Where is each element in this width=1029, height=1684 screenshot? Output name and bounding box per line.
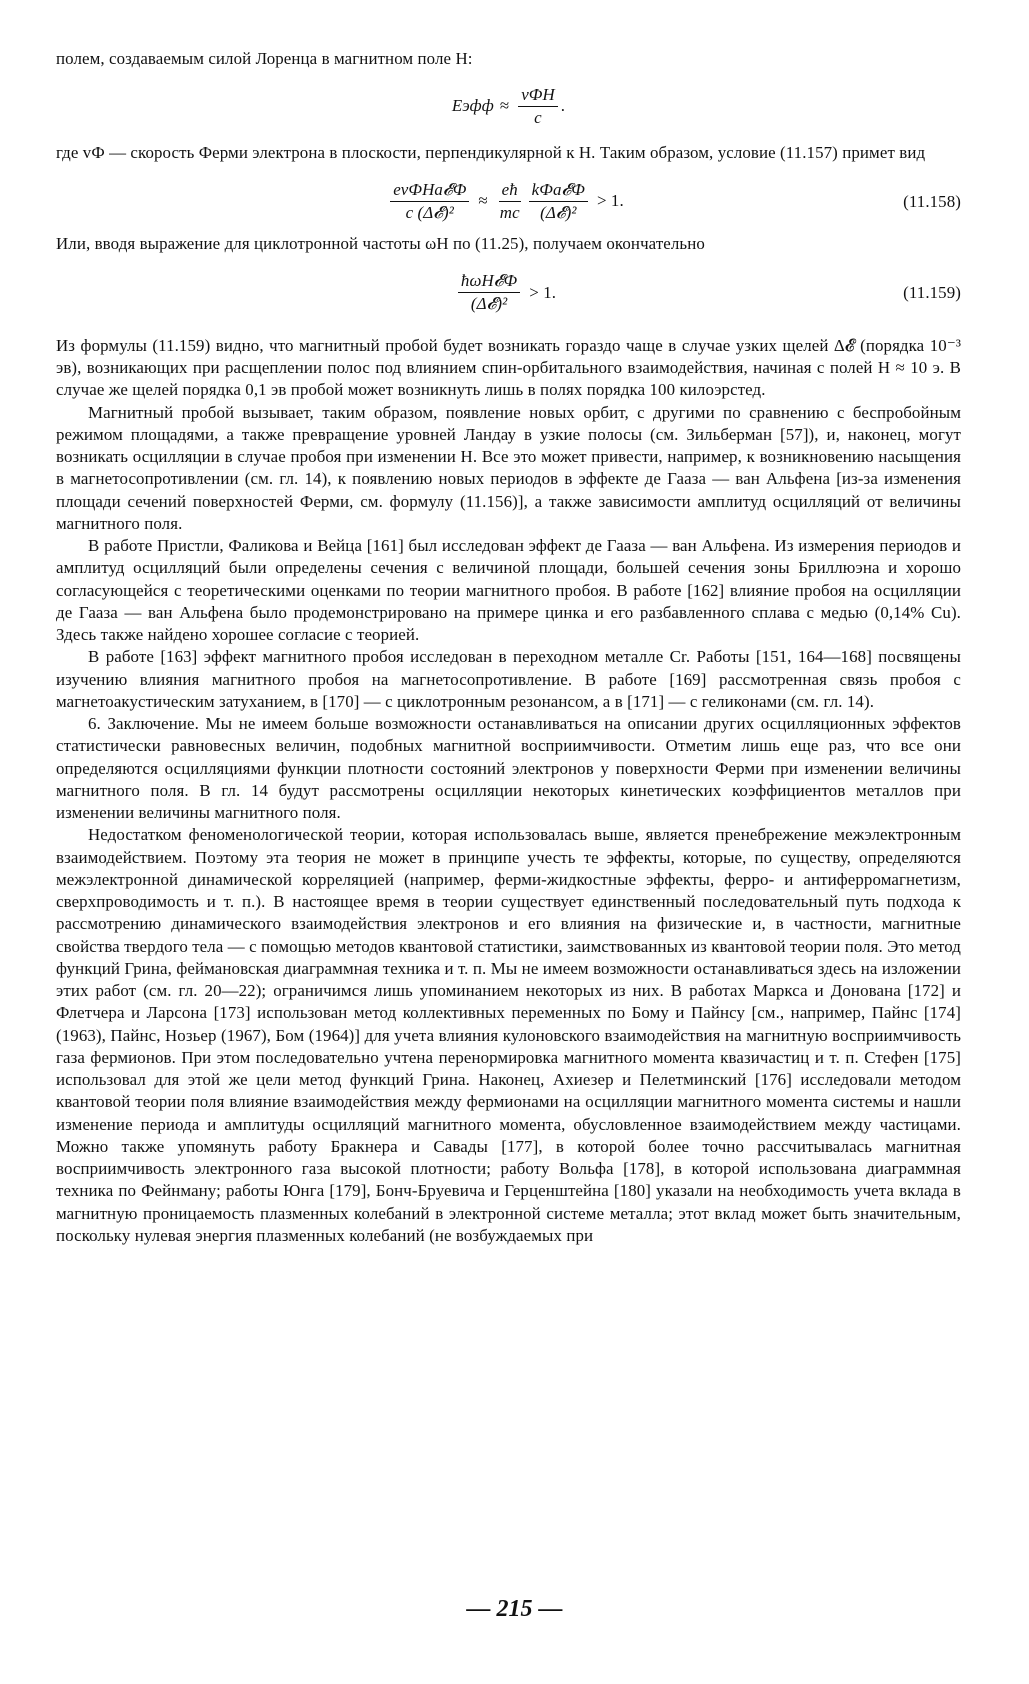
eq2-fraction-1 bbox=[390, 179, 469, 224]
eq3-denominator: (Δ𝓔)² bbox=[470, 294, 508, 314]
paragraph-conclusion: 6. Заключение. Мы не имеем больше возможности останавливаться на описании других осцилляционных эффектов статистически равновесных величин, подобных магнитной восприимчивости. Отметим лишь еще раз, что все они определяются осцилляциями функции плотности состояний электронов у поверхности Ферми при изменении величины магнитного поля. В гл. 14 будут рассмотрены осцилляции некоторых кинетических коэффициентов металлов при изменении величины магнитного поля. bbox=[56, 714, 961, 822]
eq2-fraction-3 bbox=[529, 179, 588, 224]
eq3-fraction bbox=[458, 270, 520, 315]
equation-number-11-159: (11.159) bbox=[903, 282, 961, 302]
equation-number-11-158: (11.158) bbox=[903, 191, 961, 211]
eq2-fraction-2 bbox=[497, 179, 523, 224]
paragraph-priestley: В работе Пристли, Фаликова и Вейца [161] был исследован эффект де Гааза — ван Альфена. Из измерения периодов и амплитуд осцилляций были определены сечения с величиной площади, большей сечения зоны Бриллюэна и хорошо согласующейся с теоретическими оценками по теории магнитного пробоя. В работе [162] влияние пробоя на осцилляции де Гааза — ван Альфена было продемонстрировано на примере цинка и его разбавленного сплава с медью (0,14% Cu). Здесь также найдено хорошее согласие с теорией. bbox=[56, 536, 961, 644]
eq2-numerator-1: evФHa𝓔Ф bbox=[390, 179, 469, 202]
paragraph-breakdown-gaps: Из формулы (11.159) видно, что магнитный пробой будет возникать гораздо чаще в случае узких щелей Δ𝓔 (порядка 10⁻³ эв), возникающих при расщеплении полос под влиянием спин-орбитального взаимодействия, начиная с полей H ≈ 10 э. В случае же щелей порядка 0,1 эв пробой может возникнуть лишь в полях порядка 100 килоэрстед. bbox=[56, 335, 961, 400]
eq3-relation: > 1. bbox=[529, 282, 557, 302]
eq1-tail: . bbox=[560, 96, 566, 116]
equation-11-159 bbox=[56, 261, 961, 325]
eq1-denominator: c bbox=[534, 107, 542, 127]
eq2-denominator-2: mc bbox=[499, 203, 520, 222]
eq1-relation: ≈ bbox=[499, 96, 510, 116]
equation-11-158 bbox=[56, 171, 961, 233]
equation-effective-field bbox=[56, 70, 961, 142]
eq2-numerator-3: kФa𝓔Ф bbox=[529, 179, 588, 202]
eq1-numerator: vФH bbox=[518, 84, 558, 107]
paragraph-intro: полем, создаваемым силой Лоренца в магнитном поле H: bbox=[56, 49, 473, 68]
paragraph-fermi-velocity: где vФ — скорость Ферми электрона в плоскости, перпендикулярной к H. Таким образом, условие (11.157) примет вид bbox=[56, 143, 926, 163]
eq1-fraction bbox=[518, 84, 558, 129]
eq2-relation-2: > 1. bbox=[596, 191, 624, 211]
paragraph-cyclotron: Или, вводя выражение для циклотронной частоты ωH по (11.25), получаем окончательно bbox=[56, 233, 705, 253]
paragraph-new-orbits: Магнитный пробой вызывает, таким образом, появление новых орбит, с другими по сравнению с беспробойным режимом площадями, а также превращение уровней Ландау в узкие полосы (см. Зильберман [57]), и, наконец, могут возникать осцилляции в случае пробоя при изменении H. Все это может привести, например, к возникновению насыщения в магнетосопротивлении (см. гл. 14), к появлению новых периодов в эффекте де Гааза — ван Альфена [из-за изменения площади сечений поверхностей Ферми, см. формулу (11.156)], а также зависимости амплитуд осцилляций от величины магнитного поля. bbox=[56, 402, 961, 533]
page-body bbox=[56, 48, 961, 1247]
eq2-denominator-3: (Δ𝓔)² bbox=[540, 203, 577, 222]
paragraph-phenomenological-theory: Недостатком феноменологической теории, которая использовалась выше, является пренебрежение межэлектронным взаимодействием. Поэтому эта теория не может в принципе учесть те эффекты, которые, по существу, определяются межэлектронной динамической корреляцией (например, ферми-жидкостные эффекты, ферро- и антиферромагнетизм, сверхпроводимость и т. п.). В настоящее время в теории существует единственный последовательный путь подхода к рассмотрению динамического взаимодействия электронов и его влияния на физические и, в частности, магнитные свойства твердого тела — с помощью методов квантовой статистики, заимствованных из квантовой теории поля. Это метод функций Грина, феймановская диаграммная техника и т. п. Мы не имеем возможности останавливаться здесь на изложении этих работ (см. гл. 20—22); ограничимся лишь упоминанием некоторых из них. В работах Маркса и Донована [172] и Флетчера и Ларсона [173] использован метод коллективных переменных по Бому и Пайнсу [см., например, Пайнс [174] (1963), Пайнс, Нозьер (1967), Бом (1964)] для учета влияния кулоновского взаимодействия на магнитную восприимчивость газа фермионов. При этом последовательно учтена перенормировка магнитного момента квазичастиц и т. п. Стефен [175] использовал для этой же цели метод функций Грина. Наконец, Ахиезер и Пелетминский [176] исследовали методом квантовой теории поля влияние взаимодействия между фермионами на осцилляции магнитного момента системы и нашли изменение периода и амплитуды осцилляций магнитного момента, обусловленное взаимодействием между частицами. Можно также упомянуть работу Бракнера и Савады [177], в которой более точно рассчитывалась магнитная восприимчивость электронного газа высокой плотности; работу Вольфа [178], в которой использована диаграммная техника по Фейнману; работы Юнга [179], Бонч-Бруевича и Герценштейна [180] указали на необходимость учета вклада в магнитную проницаемость плазменных колебаний в электронной системе металла; этот вклад может быть значительным, поскольку нулевая энергия плазменных колебаний (не возбуждаемых при bbox=[56, 825, 961, 1245]
paragraph-chromium: В работе [163] эффект магнитного пробоя исследован в переходном металле Cr. Работы [151, 164—168] посвящены изучению влияния магнитного пробоя на магнетосопротивление. В работе [169] рассмотренная связь пробоя с магнетоакустическим затуханием, в [170] — с циклотронным резонансом, а в [171] — с геликонами (см. гл. 14). bbox=[56, 647, 961, 711]
eq2-denominator-1: c (Δ𝓔)² bbox=[405, 203, 454, 222]
eq3-numerator: ħωH𝓔Ф bbox=[458, 270, 520, 293]
eq1-lhs: Eэфф bbox=[451, 96, 494, 116]
eq2-numerator-2: eħ bbox=[499, 179, 521, 202]
eq2-relation-1: ≈ bbox=[478, 191, 488, 211]
page-number: — 215 — bbox=[466, 1596, 563, 1622]
